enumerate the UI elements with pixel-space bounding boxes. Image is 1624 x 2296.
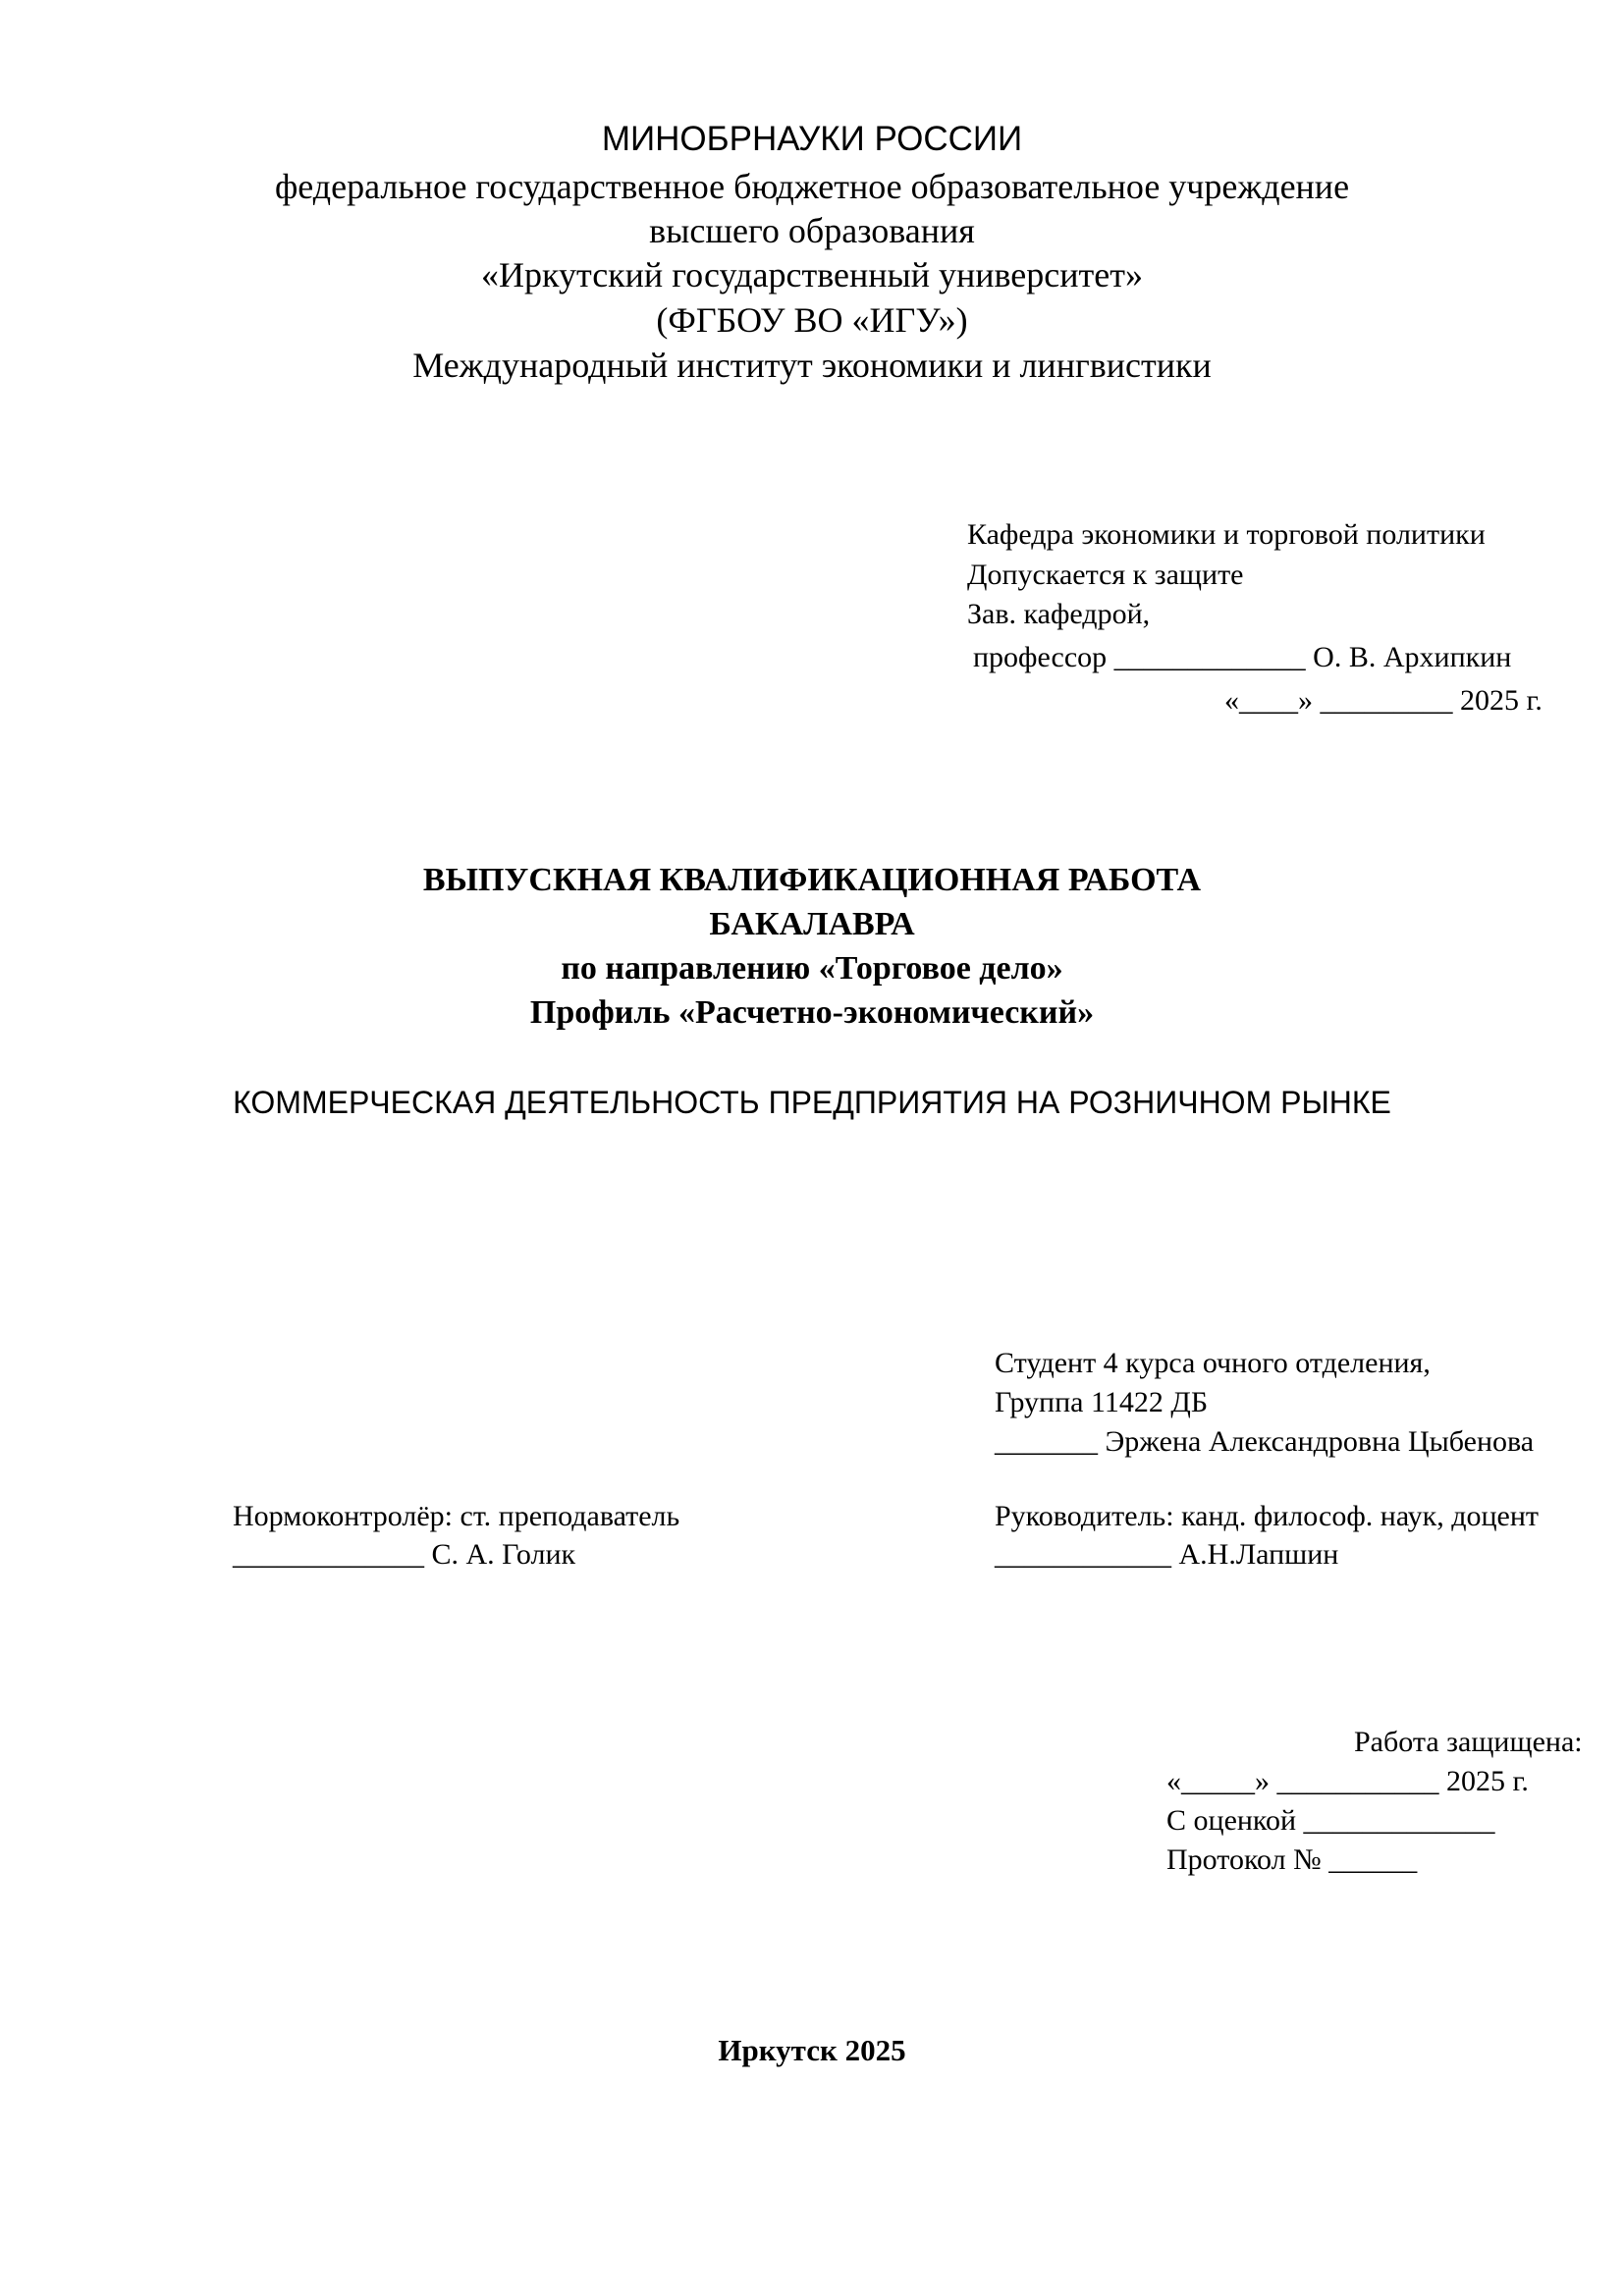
head-of-department: Зав. кафедрой, (967, 598, 1151, 630)
normocontroller-title: Нормоконтролёр: ст. преподаватель (233, 1500, 680, 1532)
university-name: «Иркутский государственный университет» (481, 255, 1143, 294)
institute-name: Международный институт экономики и лингвистики (412, 346, 1212, 385)
city-year: Иркутск 2025 (718, 2033, 906, 2067)
grade-line: С оценкой _____________ (1166, 1804, 1495, 1837)
institution-type: федеральное государственное бюджетное образовательное учреждение (274, 167, 1350, 206)
thesis-title-line2: БАКАЛАВРА (709, 906, 915, 942)
student-signature-line: _______ Эржена Александровна Цыбенова (995, 1425, 1535, 1458)
thesis-title-line1: ВЫПУСКНАЯ КВАЛИФИКАЦИОННАЯ РАБОТА (422, 862, 1202, 898)
institution-level: высшего образования (649, 211, 975, 250)
thesis-topic: КОММЕРЧЕСКАЯ ДЕЯТЕЛЬНОСТЬ ПРЕДПРИЯТИЯ НА РОЗНИЧНОМ РЫНКЕ (233, 1085, 1391, 1120)
ministry-name: МИНОБРНАУКИ РОССИИ (601, 120, 1023, 158)
protocol-line: Протокол № ______ (1166, 1843, 1418, 1876)
defense-date-line: «_____» ___________ 2025 г. (1166, 1765, 1529, 1797)
professor-signature-line: профессор _____________ О. В. Архипкин (973, 641, 1512, 673)
approval-date-line: «____» _________ 2025 г. (1224, 684, 1543, 717)
supervisor-signature-line: ____________ А.Н.Лапшин (995, 1538, 1339, 1571)
department-name: Кафедра экономики и торговой политики (967, 518, 1486, 551)
student-group: Группа 11422 ДБ (995, 1386, 1209, 1418)
normocontroller-signature-line: _____________ С. А. Голик (233, 1538, 576, 1571)
thesis-direction: по направлению «Торговое дело» (561, 950, 1063, 987)
student-course: Студент 4 курса очного отделения, (995, 1347, 1431, 1379)
thesis-profile: Профиль «Расчетно-экономический» (529, 994, 1095, 1031)
work-defended-label: Работа защищена: (1354, 1726, 1583, 1758)
supervisor-title: Руководитель: канд. философ. наук, доцент (995, 1500, 1540, 1532)
university-abbreviation: (ФГБОУ ВО «ИГУ») (656, 300, 968, 340)
admitted-to-defense: Допускается к защите (967, 559, 1244, 591)
